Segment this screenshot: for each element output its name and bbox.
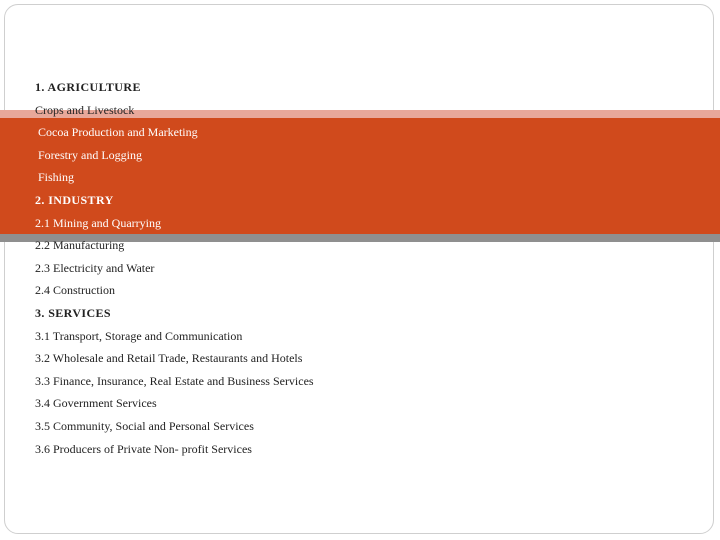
list-item: Crops and Livestock [35, 102, 135, 117]
list-item: 3.2 Wholesale and Retail Trade, Restaurants and Hotels [35, 351, 303, 366]
section-heading-agriculture: 1. AGRICULTURE [35, 80, 141, 94]
gdp-composition-list [35, 76, 314, 460]
list-item: Forestry and Logging [38, 147, 142, 162]
list-item: 2.3 Electricity and Water [35, 260, 155, 275]
list-item: 2.1 Mining and Quarrying [35, 215, 161, 230]
list-item: 2.2 Manufacturing [35, 238, 125, 253]
list-item: 2.4 Construction [35, 283, 115, 298]
list-item: 3.3 Finance, Insurance, Real Estate and Business Services [35, 373, 314, 388]
list-item: 3.4 Government Services [35, 396, 157, 411]
list-item: Fishing [38, 170, 75, 185]
list-item: 3.6 Producers of Private Non- profit Services [35, 441, 252, 456]
list-item: Cocoa Production and Marketing [38, 125, 198, 140]
section-heading-industry: 2. INDUSTRY [35, 192, 114, 207]
slide-title: COMPOSITION OF GHANA'S GROSS DOMESTIC PRODUCT [141, 30, 579, 46]
section-heading-services: 3. SERVICES [35, 305, 112, 320]
list-item: 3.5 Community, Social and Personal Services [35, 418, 254, 433]
list-item: 3.1 Transport, Storage and Communication [35, 328, 243, 343]
